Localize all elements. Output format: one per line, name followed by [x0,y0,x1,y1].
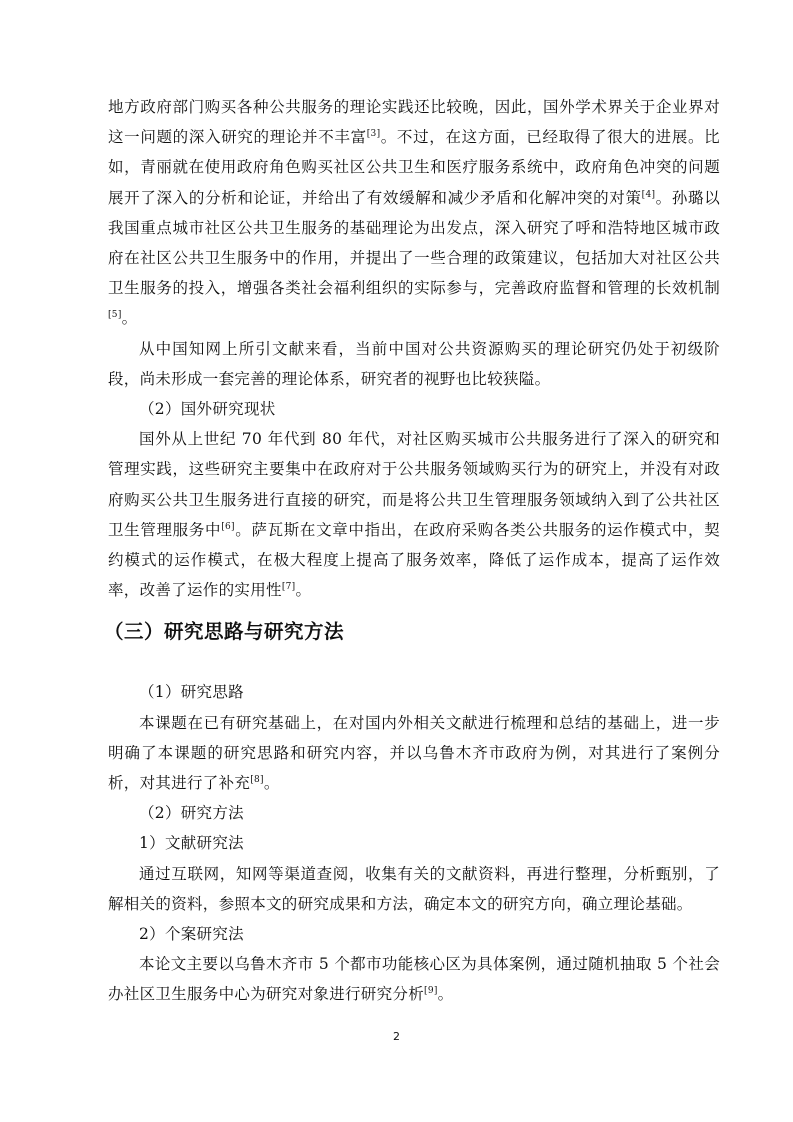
text-run: 本论文主要以乌鲁木齐市 5 个都市功能核心区为具体案例，通过随机抽取 5 个社会办社区卫生服务中心为研究对象进行研究分析 [108,955,720,1004]
subheading-case-method: 2）个案研究法 [139,925,244,944]
text-run: 。 [437,985,454,1004]
text-run: 地方政府部门购买各种公共服务的理论实践还比较晚，因此，国外学术界关于企业界对这一问题的深入研究的理论并不丰富 [108,98,720,147]
text-run: 国外从上世纪 70 年代到 80 年代，对社区购买城市公共服务进行了深入的研究和管理实践，这些研究主要集中在政府对于公共服务领域购买行为的研究上，并没有对政府购买公共卫生服务进行直接的研究，而是将公共卫生管理服务领域纳入到了公共社区卫生管理服务中 [108,430,720,539]
text-run: 。 [295,581,312,600]
citation-ref: [9] [424,986,438,997]
citation-ref: [3] [366,129,381,140]
paragraph-domestic-research [108,92,720,334]
citation-ref: [8] [250,775,264,786]
text-run: 。孙璐以我国重点城市社区公共卫生服务的基础理论为出发点，深入研究了呼和浩特地区城市政府在社区公共卫生服务中的作用，并提出了一些合理的政策建议，包括加大对社区公共卫生服务的投入，增强各类社会福利组织的实际参与，完善政府监督和管理的长效机制 [108,188,720,298]
section-heading: （三）研究思路与研究方法 [104,620,345,644]
paragraph-case-method [108,949,720,1009]
citation-ref: [4] [641,189,656,200]
text-run: 。 [121,309,138,328]
page-number: 2 [393,1030,400,1043]
paragraph-research-approach [108,708,720,799]
citation-ref: [7] [281,582,296,593]
citation-ref: [6] [221,521,235,532]
citation-ref: [5] [108,310,122,321]
subheading-literature-method: 1）文献研究法 [139,834,244,853]
subheading-foreign-research: （2）国外研究现状 [139,400,276,419]
subheading-research-methods: （2）研究方法 [139,804,244,823]
paragraph-cnki-summary: 从中国知网上所引文献来看，当前中国对公共资源购买的理论研究仍处于初级阶段，尚未形成一套完善的理论体系，研究者的视野也比较狭隘。 [108,339,720,388]
document-body [104,92,720,1010]
paragraph-foreign-research [108,424,720,605]
text-run: 。不过，在这方面，已经取得了很大的进展。比如，青丽就在使用政府角色购买社区公共卫生和医疗服务系统中，政府角色冲突的问题展开了深入的分析和论证，并给出了有效缓解和减少矛盾和化解冲突的对策 [108,128,720,207]
subheading-research-approach: （1）研究思路 [139,683,244,702]
text-run: 。 [263,774,280,793]
text-run: 本课题在已有研究基础上，在对国内外相关文献进行梳理和总结的基础上，进一步明确了本课题的研究思路和研究内容，并以乌鲁木齐市政府为例，对其进行了案例分析，对其进行了补充 [108,713,720,793]
text-run: 。萨瓦斯在文章中指出，在政府采购各类公共服务的运作模式中，契约模式的运作模式，在极大程度上提高了服务效率，降低了运作成本，提高了运作效率，改善了运作的实用性 [108,520,720,600]
paragraph-literature-method: 通过互联网，知网等渠道查阅，收集有关的文献资料，再进行整理，分析甄别，了解相关的资料，参照本文的研究成果和方法，确定本文的研究方向，确立理论基础。 [108,864,720,913]
